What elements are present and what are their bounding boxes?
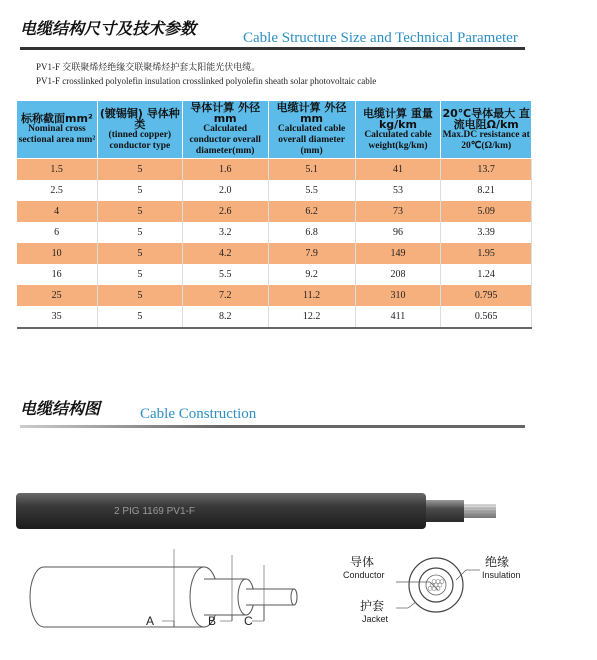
- table-cell: 16: [17, 264, 98, 285]
- section-title-en: Cable Structure Size and Technical Parameter: [243, 30, 518, 46]
- table-cell: 5: [97, 222, 182, 243]
- table-cell: 5: [97, 306, 182, 328]
- conductor-label-en: Conductor: [343, 570, 385, 580]
- table-cell: 411: [355, 306, 441, 328]
- table-cell: 5.1: [268, 159, 355, 181]
- table-row: [17, 306, 532, 328]
- construction-divider: [20, 425, 525, 428]
- table-cell: 5.5: [182, 264, 268, 285]
- table-cell: 0.795: [441, 285, 532, 306]
- table-cell: 2.5: [17, 180, 98, 201]
- column-header: 标称截面mm² Nominal cross sectional area mm²: [17, 101, 98, 159]
- section-title-zh: 电缆结构尺寸及技术参数: [20, 19, 197, 38]
- table-cell: 5: [97, 201, 182, 222]
- description-zh: PV1-F 交联聚烯烃绝缘交联聚烯烃护套太阳能光伏电缆。: [36, 62, 261, 72]
- column-header: 20℃导体最大 直流电阻Ω/km Max.DC resistance at 20℃(Ω/km): [441, 101, 532, 159]
- table-cell: 5: [97, 285, 182, 306]
- table-row: [17, 285, 532, 306]
- table-row: [17, 159, 532, 181]
- table-cell: 2.0: [182, 180, 268, 201]
- table-cell: 12.2: [268, 306, 355, 328]
- table-cell: 25: [17, 285, 98, 306]
- table-cell: 1.24: [441, 264, 532, 285]
- cable-side-diagram: [14, 545, 314, 635]
- table-cell: 5.5: [268, 180, 355, 201]
- table-cell: 5.09: [441, 201, 532, 222]
- table-row: [17, 243, 532, 264]
- table-cell: 6: [17, 222, 98, 243]
- description-en: PV1-F crosslinked polyolefin insulation crosslinked polyolefin sheath solar photovoltaic cable: [36, 76, 377, 86]
- table-cell: 1.95: [441, 243, 532, 264]
- table-cell: 0.565: [441, 306, 532, 328]
- dimension-label-b: B: [208, 614, 217, 628]
- table-cell: 5: [97, 243, 182, 264]
- spec-table: [16, 100, 532, 329]
- table-cell: 6.8: [268, 222, 355, 243]
- column-header: 导体计算 外径mm Calculated conductor overall diameter(mm): [182, 101, 268, 159]
- table-cell: 5: [97, 180, 182, 201]
- insulation-label-zh: 绝缘: [485, 555, 510, 569]
- table-row: [17, 201, 532, 222]
- table-cell: 96: [355, 222, 441, 243]
- table-cell: 310: [355, 285, 441, 306]
- table-cell: 10: [17, 243, 98, 264]
- table-cell: 8.2: [182, 306, 268, 328]
- cable-photo: [16, 490, 496, 532]
- table-cell: 9.2: [268, 264, 355, 285]
- table-cell: 3.2: [182, 222, 268, 243]
- table-cell: 4: [17, 201, 98, 222]
- table-cell: 35: [17, 306, 98, 328]
- table-cell: 4.2: [182, 243, 268, 264]
- table-cell: 1.6: [182, 159, 268, 181]
- table-cell: 208: [355, 264, 441, 285]
- table-cell: 11.2: [268, 285, 355, 306]
- jacket-label-zh: 护套: [360, 599, 385, 613]
- column-header: 电缆计算 重量kg/km Calculated cable weight(kg/km): [355, 101, 441, 159]
- table-cell: 2.6: [182, 201, 268, 222]
- column-header: (镀锡铜) 导体种类 (tinned copper) conductor type: [97, 101, 182, 159]
- column-header: 电缆计算 外径mm Calculated cable overall diameter (mm): [268, 101, 355, 159]
- cable-print-text: 2 PIG 1169 PV1-F: [114, 506, 195, 517]
- dimension-label-a: A: [146, 614, 155, 628]
- table-cell: 5: [97, 159, 182, 181]
- table-cell: 5: [97, 264, 182, 285]
- construction-title-en: Cable Construction: [140, 406, 257, 422]
- table-cell: 7.2: [182, 285, 268, 306]
- table-cell: 1.5: [17, 159, 98, 181]
- dimension-label-c: C: [244, 614, 253, 628]
- table-cell: 6.2: [268, 201, 355, 222]
- table-row: [17, 264, 532, 285]
- section-divider: [20, 47, 525, 50]
- jacket-label-en: Jacket: [362, 614, 389, 624]
- construction-title-zh: 电缆结构图: [20, 399, 101, 418]
- table-cell: 41: [355, 159, 441, 181]
- table-row: [17, 180, 532, 201]
- table-cell: 53: [355, 180, 441, 201]
- table-cell: 3.39: [441, 222, 532, 243]
- table-row: [17, 222, 532, 243]
- table-cell: 73: [355, 201, 441, 222]
- table-cell: 7.9: [268, 243, 355, 264]
- table-cell: 13.7: [441, 159, 532, 181]
- table-cell: 149: [355, 243, 441, 264]
- insulation-label-en: Insulation: [482, 570, 521, 580]
- conductor-label-zh: 导体: [350, 555, 375, 569]
- table-cell: 8.21: [441, 180, 532, 201]
- table-header-row: [17, 101, 532, 159]
